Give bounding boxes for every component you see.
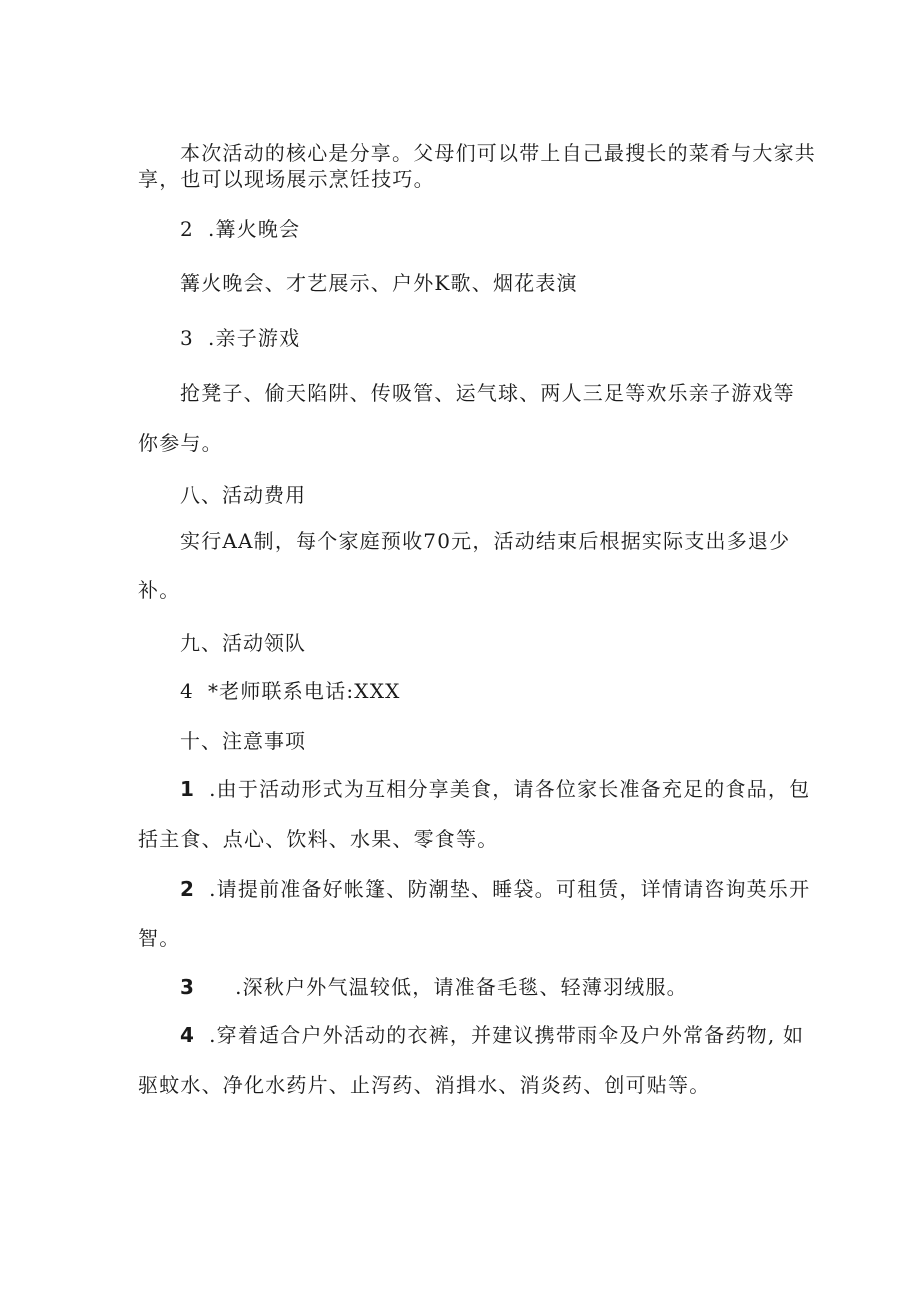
notice-4-number: 4 [180, 1023, 196, 1047]
section-9-number: 4 [180, 679, 194, 703]
notice-2-line-2: 智。 [138, 926, 181, 950]
section-8-line-1: 实行AA制，每个家庭预收70元，活动结束后根据实际支出多退少 [180, 529, 791, 553]
section-9-contact [180, 678, 401, 704]
notice-4-line-1 [180, 1022, 804, 1048]
notice-1-line-1 [180, 776, 810, 802]
section-8-line-2: 补。 [138, 578, 181, 602]
item-2-body: 篝火晚会、才艺展示、户外K歌、烟花表演 [180, 271, 578, 295]
notice-1-line-2: 括主食、点心、饮料、水果、零食等。 [138, 827, 499, 851]
intro-line-1: 本次活动的核心是分享。父母们可以带上自己最搜长的菜肴与大家共 [180, 141, 816, 165]
notice-3-number: 3 [180, 975, 196, 999]
intro-line-2: 享，也可以现场展示烹饪技巧。 [138, 167, 435, 191]
item-3-body-line-2: 你参与。 [138, 431, 223, 455]
section-10-heading: 十、注意事项 [180, 729, 306, 753]
notice-2-text: .请提前准备好帐篷、防潮垫、睡袋。可租赁，详情请咨询英乐开 [209, 877, 811, 901]
notice-4-line-2: 驱蚊水、净化水药片、止泻药、消揖水、消炎药、创可贴等。 [138, 1073, 711, 1097]
section-8-heading: 八、活动费用 [180, 483, 306, 507]
item-2-title: .篝火晚会 [207, 217, 301, 241]
notice-3-line-1 [180, 974, 688, 1000]
notice-2-number: 2 [180, 877, 196, 901]
item-3-body-line-1: 抢凳子、偷天陷阱、传吸管、运气球、两人三足等欢乐亲子游戏等 [180, 381, 795, 405]
item-2-heading [180, 216, 300, 242]
item-2-number: 2 [180, 217, 194, 241]
notice-1-number: 1 [180, 777, 196, 801]
section-9-text: *老师联系电话:XXX [207, 679, 401, 703]
notice-1-text: .由于活动形式为互相分享美食，请各位家长准备充足的食品，包 [209, 777, 811, 801]
item-3-number: 3 [180, 326, 194, 350]
section-9-heading: 九、活动领队 [180, 631, 306, 655]
notice-2-line-1 [180, 876, 810, 902]
item-3-heading [180, 325, 300, 351]
notice-4-text: .穿着适合户外活动的衣裤，并建议携带雨伞及户外常备药物, 如 [209, 1023, 805, 1047]
item-3-title: .亲子游戏 [207, 326, 301, 350]
notice-3-text: .深秋户外气温较低，请准备毛毯、轻薄羽绒服。 [235, 975, 688, 999]
